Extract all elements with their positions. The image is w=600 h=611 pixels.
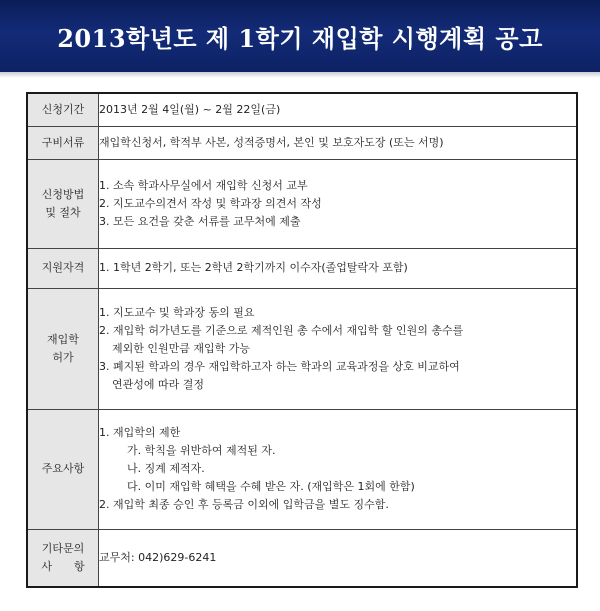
- row-value-line: 2013년 2월 4일(월) ~ 2월 22일(금): [99, 102, 281, 116]
- title-banner: [0, 0, 600, 72]
- row-value-line: 1. 재입학의 제한: [99, 426, 181, 439]
- row-value-line: 1. 지도교수 및 학과장 동의 필요: [99, 305, 255, 319]
- row-value-line: 3. 폐지된 학과의 경우 재입학하고자 하는 학과의 교육과정을 상호 비교하여: [99, 359, 460, 373]
- row-label-text: 신청기간: [41, 102, 85, 116]
- row-value: [99, 248, 578, 288]
- row-label-text: 신청방법 및 절차: [41, 187, 85, 219]
- row-value-line: 다. 이미 재입학 혜택을 수혜 받은 자. (재입학은 1회에 한함): [127, 480, 415, 493]
- row-value-line: 3. 모든 요건을 갖춘 서류를 교무처에 제출: [99, 214, 301, 228]
- row-value: [99, 93, 578, 126]
- row-eligibility: [27, 248, 577, 288]
- row-value-line: 1. 1학년 2학기, 또는 2학년 2학기까지 이수자(졸업탈락자 포함): [99, 261, 408, 274]
- row-value-line: 제외한 인원만큼 재입학 가능: [112, 341, 251, 355]
- row-readmission-approval: [27, 288, 577, 409]
- row-label: [27, 288, 99, 409]
- row-label-text: 재입학 허가: [47, 332, 79, 364]
- row-label: [27, 159, 99, 248]
- row-other-inquiries: [27, 529, 577, 587]
- row-application-method: [27, 159, 577, 248]
- contact-phone: 교무처: 042)629-6241: [99, 550, 217, 564]
- row-label-text: 주요사항: [41, 462, 85, 475]
- row-value: [99, 409, 578, 529]
- row-value-line: 재입학신청서, 학적부 사본, 성적증명서, 본인 및 보호자도장 (또는 서명): [99, 135, 444, 149]
- row-value: [99, 126, 578, 159]
- row-application-period: [27, 93, 577, 126]
- row-value-line: 연관성에 따라 결정: [112, 377, 205, 391]
- row-value: [99, 159, 578, 248]
- row-label-text: 지원자격: [41, 261, 85, 274]
- row-value-line: 1. 소속 학과사무실에서 재입학 신청서 교부: [99, 178, 308, 192]
- row-value-line: 2. 재입학 최종 승인 후 등록금 이외에 입학금을 별도 징수함.: [99, 498, 389, 511]
- banner-shadow: [0, 72, 600, 78]
- row-value: [99, 529, 578, 587]
- notice-table: [26, 92, 578, 588]
- row-value-line: 가. 학칙을 위반하여 제적된 자.: [127, 444, 276, 457]
- row-required-documents: [27, 126, 577, 159]
- row-value-line: 2. 재입학 허가년도를 기준으로 제적인원 총 수에서 재입학 할 인원의 총수를: [99, 323, 464, 337]
- row-key-notes: [27, 409, 577, 529]
- row-label: [27, 529, 99, 587]
- page-title: 2013학년도 제 1학기 재입학 시행계획 공고: [57, 23, 543, 53]
- row-value-line: 2. 지도교수의견서 작성 및 학과장 의견서 작성: [99, 196, 322, 210]
- row-value-line: 나. 징계 제적자.: [127, 462, 205, 475]
- row-label: [27, 93, 99, 126]
- row-label: [27, 248, 99, 288]
- row-label: [27, 126, 99, 159]
- row-value: [99, 288, 578, 409]
- row-label-text: 구비서류: [41, 135, 85, 149]
- row-label-text: 기타문의 사 항: [41, 541, 85, 573]
- row-label: [27, 409, 99, 529]
